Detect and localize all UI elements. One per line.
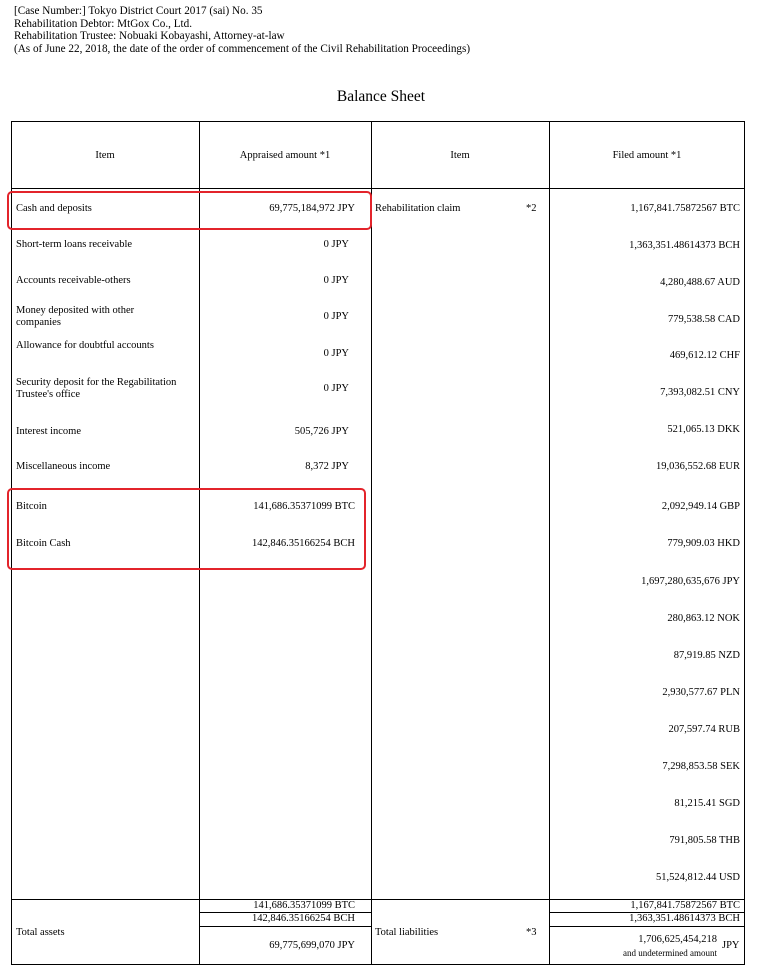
filed-amount-row: [668, 314, 740, 325]
filed-value: 779,909.03: [667, 538, 715, 549]
filed-currency: CNY: [717, 387, 740, 398]
asset-amount: 0 JPY: [323, 239, 349, 250]
filed-value: 1,167,841.75872567: [630, 203, 717, 214]
filed-currency: CHF: [719, 350, 740, 361]
filed-currency: HKD: [717, 538, 740, 549]
asset-item: Bitcoin: [16, 501, 47, 512]
filed-value: 2,930,577.67: [662, 687, 718, 698]
filed-amount-row: [667, 424, 740, 435]
filed-amount-row: [669, 724, 740, 735]
highlight-bitcoin-holdings: [7, 488, 366, 570]
filed-value: 521,065.13: [667, 424, 715, 435]
filed-currency: USD: [718, 872, 740, 883]
asset-item: Money deposited with other companies: [16, 305, 135, 328]
filed-amount-row: [656, 461, 740, 472]
total-assets-label: Total assets: [16, 927, 65, 938]
filed-amount-row: [641, 576, 740, 587]
filed-value: 779,538.58: [667, 314, 716, 325]
as-of-line: (As of June 22, 2018, the date of the order of commencement of the Civil Rehabilitation Proceedings): [14, 42, 471, 55]
header-row-divider: [11, 188, 745, 189]
totals-subrow-divider: [549, 926, 745, 927]
column-divider: [371, 121, 372, 965]
asset-amount: 8,372 JPY: [305, 461, 349, 472]
filed-value: 19,036,552.68: [656, 461, 717, 472]
liability-note: *2: [526, 203, 537, 214]
asset-amount: 0 JPY: [323, 348, 349, 359]
filed-currency: NOK: [717, 613, 740, 624]
asset-amount: 505,726 JPY: [294, 426, 349, 437]
filed-currency: RUB: [718, 724, 740, 735]
filed-currency: THB: [719, 835, 740, 846]
filed-currency: SGD: [718, 798, 740, 809]
asset-item: Interest income: [16, 426, 82, 437]
filed-currency: EUR: [719, 461, 740, 472]
column-header-filed: Filed amount *1: [612, 150, 682, 161]
filed-amount-row: [674, 650, 740, 661]
case-number-line: [Case Number:] Tokyo District Court 2017 (sai) No. 35: [14, 5, 263, 17]
filed-currency: AUD: [717, 277, 740, 288]
filed-value: 7,393,082.51: [660, 387, 716, 398]
filed-amount-row: [667, 613, 740, 624]
total-liabilities-note: *3: [526, 927, 537, 938]
filed-amount-row: [662, 501, 740, 512]
filed-currency: SEK: [720, 761, 740, 772]
total-assets-bch: 142,846.35166254 BCH: [252, 913, 355, 924]
column-header-item: Item: [450, 150, 470, 161]
filed-currency: JPY: [722, 576, 740, 587]
filed-value: 2,092,949.14: [661, 501, 717, 512]
column-header-appraised: Appraised amount *1: [239, 150, 331, 161]
filed-value: 207,597.74: [668, 724, 716, 735]
filed-amount-row: [669, 835, 740, 846]
filed-amount-row: [662, 761, 740, 772]
column-header-item: Item: [95, 150, 115, 161]
total-liabilities-bch: 1,363,351.48614373 BCH: [629, 913, 740, 924]
filed-value: 1,697,280,635,676: [641, 576, 720, 587]
filed-value: 791,805.58: [669, 835, 717, 846]
total-assets-btc: 141,686.35371099 BTC: [253, 900, 355, 911]
asset-amount: 69,775,184,972 JPY: [269, 203, 355, 214]
asset-item: Bitcoin Cash: [16, 538, 71, 549]
asset-item: Security deposit for the Regabilitation Trustee's office: [16, 377, 177, 400]
filed-amount-row: [660, 387, 740, 398]
undetermined-amount-note: and undetermined amount: [623, 948, 717, 958]
filed-amount-row: [656, 872, 740, 883]
filed-amount-row: [670, 350, 740, 361]
filed-currency: GBP: [719, 501, 740, 512]
filed-amount-row: [660, 277, 740, 288]
filed-value: 81,215.41: [674, 798, 717, 809]
highlight-cash-deposits: [7, 191, 372, 230]
filed-currency: BCH: [718, 240, 740, 251]
filed-amount-row: [667, 538, 740, 549]
liability-item: Rehabilitation claim: [375, 203, 461, 214]
asset-amount: 142,846.35166254 BCH: [252, 538, 355, 549]
filed-currency: BTC: [719, 203, 740, 214]
asset-amount: 0 JPY: [323, 275, 349, 286]
asset-amount: 141,686.35371099 BTC: [253, 501, 355, 512]
total-assets-jpy: 69,775,699,070 JPY: [269, 940, 355, 951]
filed-value: 1,363,351.48614373: [629, 240, 716, 251]
filed-value: 51,524,812.44: [655, 872, 717, 883]
asset-item: Cash and deposits: [16, 203, 92, 214]
filed-value: 469,612.12: [669, 350, 717, 361]
trustee-line: Rehabilitation Trustee: Nobuaki Kobayashi, Attorney-at-law: [14, 30, 285, 43]
filed-amount-row: [629, 240, 740, 251]
filed-currency: PLN: [720, 687, 740, 698]
filed-value: 7,298,853.58: [662, 761, 718, 772]
total-liabilities-label: Total liabilities: [375, 927, 439, 938]
filed-value: 4,280,488.67: [660, 277, 716, 288]
filed-currency: DKK: [717, 424, 740, 435]
filed-value: 87,919.85: [673, 650, 716, 661]
asset-item: Short-term loans receivable: [16, 239, 133, 250]
filed-currency: CAD: [717, 314, 740, 325]
total-liabilities-jpy-currency: JPY: [722, 940, 740, 951]
totals-subrow-divider: [199, 926, 371, 927]
case-header: [14, 5, 470, 55]
total-liabilities-btc: 1,167,841.75872567 BTC: [630, 900, 740, 911]
asset-item: Accounts receivable-others: [16, 275, 131, 286]
filed-amount-row: [674, 798, 740, 809]
asset-item: Allowance for doubtful accounts: [16, 340, 154, 351]
debtor-line: Rehabilitation Debtor: MtGox Co., Ltd.: [14, 17, 193, 30]
filed-currency: NZD: [718, 650, 740, 661]
total-liabilities-jpy: 1,706,625,454,218: [638, 934, 717, 945]
filed-amount-row: [662, 687, 740, 698]
column-divider: [549, 121, 550, 965]
filed-value: 280,863.12: [667, 613, 715, 624]
filed-amount-row: [630, 203, 740, 214]
asset-amount: 0 JPY: [323, 383, 349, 394]
page-title: Balance Sheet: [336, 88, 426, 105]
asset-item: Miscellaneous income: [16, 461, 111, 472]
asset-amount: 0 JPY: [323, 311, 349, 322]
